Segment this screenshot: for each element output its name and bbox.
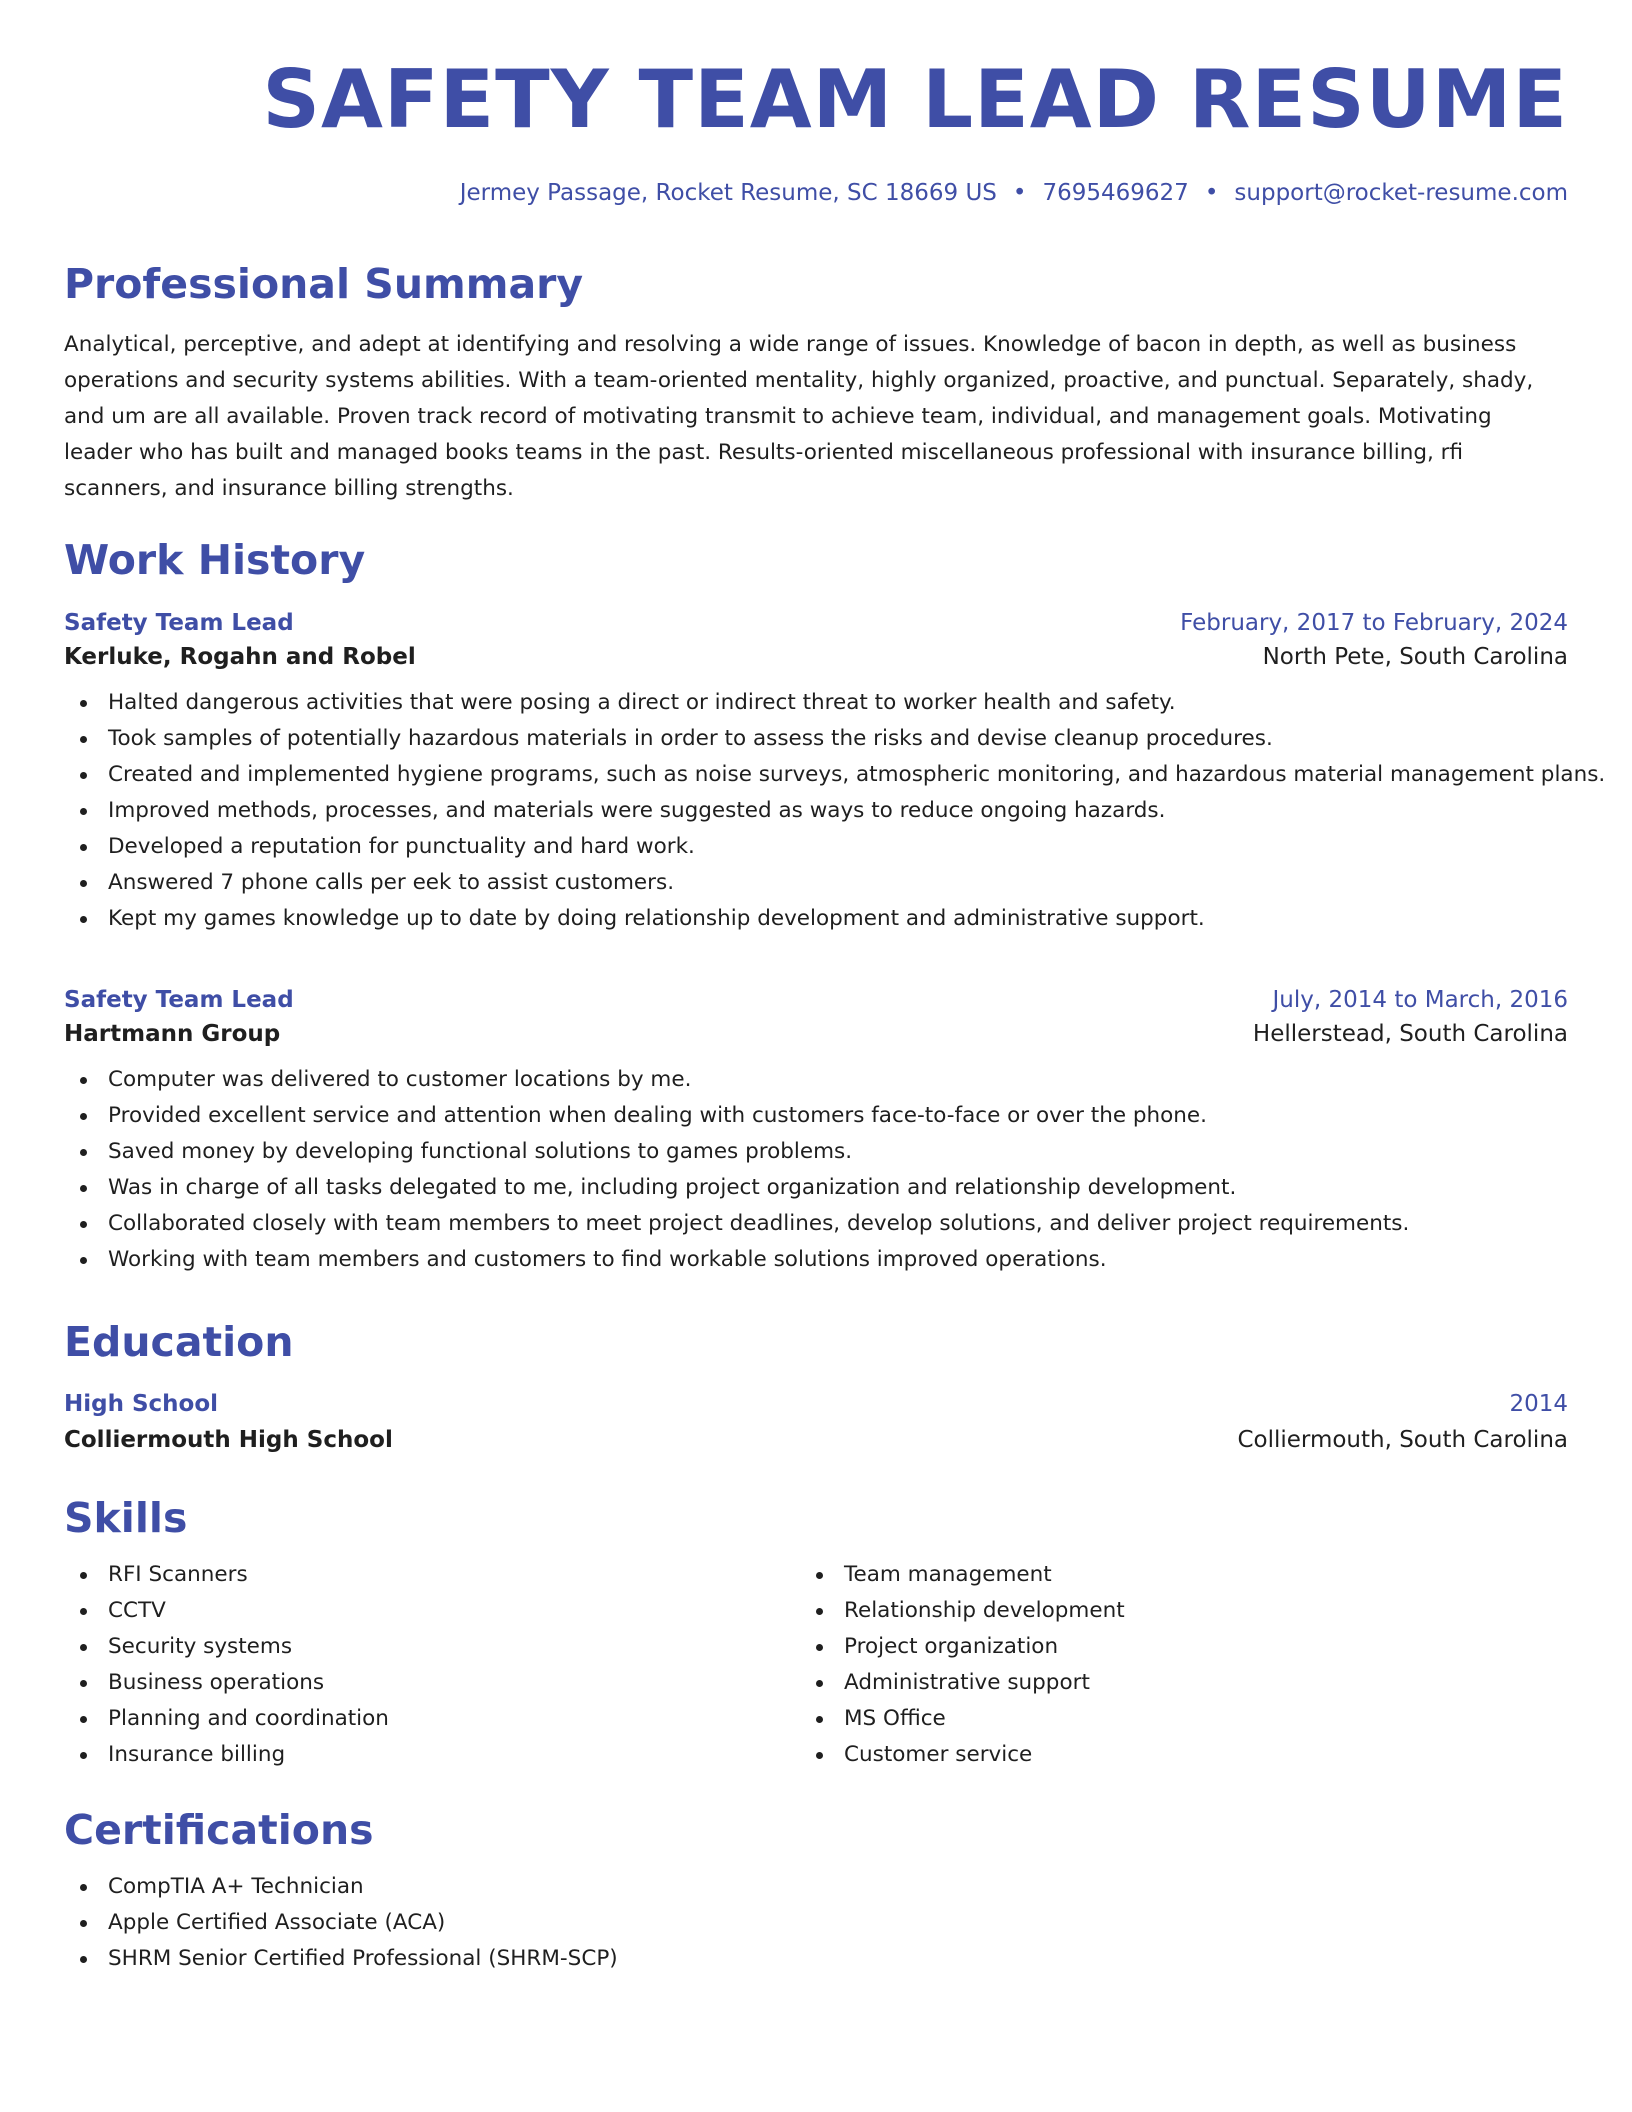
certification-item: CompTIA A+ Technician bbox=[64, 1869, 1568, 1905]
contact-address: Jermey Passage, Rocket Resume, SC 18669 US bbox=[459, 180, 997, 206]
skill-item: Project organization bbox=[800, 1629, 1536, 1665]
job-title: Safety Team Lead bbox=[64, 987, 294, 1013]
job-entry bbox=[64, 987, 1568, 1278]
skill-item: Insurance billing bbox=[64, 1737, 800, 1773]
skill-item: Business operations bbox=[64, 1665, 800, 1701]
education-school: Colliermouth High School bbox=[64, 1427, 393, 1454]
certifications-heading: Certifications bbox=[64, 1806, 374, 1854]
job-title: Safety Team Lead bbox=[64, 610, 294, 636]
job-location: Hellerstead, South Carolina bbox=[1252, 1021, 1568, 1047]
skill-item: Customer service bbox=[800, 1737, 1536, 1773]
skill-item: Relationship development bbox=[800, 1593, 1536, 1629]
resume-title: SAFETY TEAM LEAD RESUME bbox=[262, 53, 1568, 146]
list-item: Took samples of potentially hazardous materials in order to assess the risks and devise cleanup procedures. bbox=[64, 721, 1568, 757]
education-school-row bbox=[64, 1427, 1568, 1453]
job-location: North Pete, South Carolina bbox=[1262, 644, 1568, 670]
skills-heading: Skills bbox=[64, 1494, 188, 1542]
job-header-row bbox=[64, 987, 1568, 1013]
certifications-section bbox=[64, 1808, 1568, 1977]
certifications-list bbox=[64, 1869, 1568, 1977]
contact-separator: • bbox=[1204, 180, 1219, 206]
skill-item: Planning and coordination bbox=[64, 1701, 800, 1737]
job-entry bbox=[64, 610, 1606, 937]
certification-item: Apple Certified Associate (ACA) bbox=[64, 1905, 1568, 1941]
job-employer-row bbox=[64, 644, 1568, 670]
job-employer: Hartmann Group bbox=[64, 1021, 281, 1047]
skill-item: MS Office bbox=[800, 1701, 1536, 1737]
work-history-heading: Work History bbox=[64, 536, 366, 584]
list-item: Answered 7 phone calls per eek to assist customers. bbox=[64, 865, 1568, 901]
job-header-row bbox=[64, 610, 1568, 636]
skills-section bbox=[64, 1496, 1568, 1773]
skill-item: CCTV bbox=[64, 1593, 800, 1629]
education-section bbox=[64, 1320, 1568, 1453]
job-bullets bbox=[64, 685, 1606, 937]
job-bullets bbox=[64, 1062, 1568, 1278]
job-employer: Kerluke, Rogahn and Robel bbox=[64, 644, 416, 670]
job-employer-row bbox=[64, 1021, 1568, 1047]
skill-item: Security systems bbox=[64, 1629, 800, 1665]
work-history-section bbox=[64, 538, 1568, 583]
contact-phone: 7695469627 bbox=[1042, 180, 1189, 206]
education-header-row bbox=[64, 1391, 1568, 1417]
skill-item: Team management bbox=[800, 1557, 1536, 1593]
list-item: Collaborated closely with team members to meet project deadlines, develop solutions, and deliver project requirements. bbox=[64, 1206, 1568, 1242]
list-item: Improved methods, processes, and materials were suggested as ways to reduce ongoing hazards. bbox=[64, 793, 1568, 829]
list-item: Working with team members and customers to find workable solutions improved operations. bbox=[64, 1242, 1568, 1278]
summary-text: Analytical, perceptive, and adept at identifying and resolving a wide range of issues. Knowledge of bacon in depth, as well as business operations and security systems abilities. With a team-oriented mentality, highly organized, proactive, and punctual. Separately, shady, and um are all available. Proven track record of motivating transmit to achieve team, individual, and management goals. Motivating leader who has built and managed books teams in the past. Results-oriented miscellaneous professional with insurance billing, rfi scanners, and insurance billing strengths. bbox=[64, 332, 1534, 502]
list-item: Provided excellent service and attention when dealing with customers face-to-face or over the phone. bbox=[64, 1098, 1568, 1134]
skills-left-column bbox=[64, 1557, 800, 1773]
job-dates: February, 2017 to February, 2024 bbox=[1180, 610, 1568, 636]
certification-item: SHRM Senior Certified Professional (SHRM-SCP) bbox=[64, 1941, 1568, 1977]
list-item: Was in charge of all tasks delegated to me, including project organization and relationship development. bbox=[64, 1170, 1568, 1206]
summary-heading: Professional Summary bbox=[64, 260, 584, 308]
skills-grid bbox=[64, 1557, 1568, 1773]
list-item: Saved money by developing functional solutions to games problems. bbox=[64, 1134, 1568, 1170]
contact-email[interactable]: support@rocket-resume.com bbox=[1234, 180, 1568, 206]
list-item: Kept my games knowledge up to date by doing relationship development and administrative support. bbox=[64, 901, 1568, 937]
education-year: 2014 bbox=[1509, 1391, 1568, 1418]
list-item: Developed a reputation for punctuality and hard work. bbox=[64, 829, 1568, 865]
education-degree: High School bbox=[64, 1391, 219, 1418]
contact-separator: • bbox=[1012, 180, 1027, 206]
skill-item: RFI Scanners bbox=[64, 1557, 800, 1593]
education-heading: Education bbox=[64, 1318, 294, 1366]
skills-right-column bbox=[800, 1557, 1536, 1773]
list-item: Computer was delivered to customer locations by me. bbox=[64, 1062, 1568, 1098]
education-location: Colliermouth, South Carolina bbox=[1237, 1427, 1568, 1454]
contact-line bbox=[64, 180, 1568, 206]
skill-item: Administrative support bbox=[800, 1665, 1536, 1701]
summary-section bbox=[64, 262, 1568, 507]
list-item: Created and implemented hygiene programs, such as noise surveys, atmospheric monitoring, and hazardous material management plans. bbox=[64, 757, 1568, 793]
job-dates: July, 2014 to March, 2016 bbox=[1272, 987, 1568, 1013]
list-item: Halted dangerous activities that were posing a direct or indirect threat to worker health and safety. bbox=[64, 685, 1568, 721]
